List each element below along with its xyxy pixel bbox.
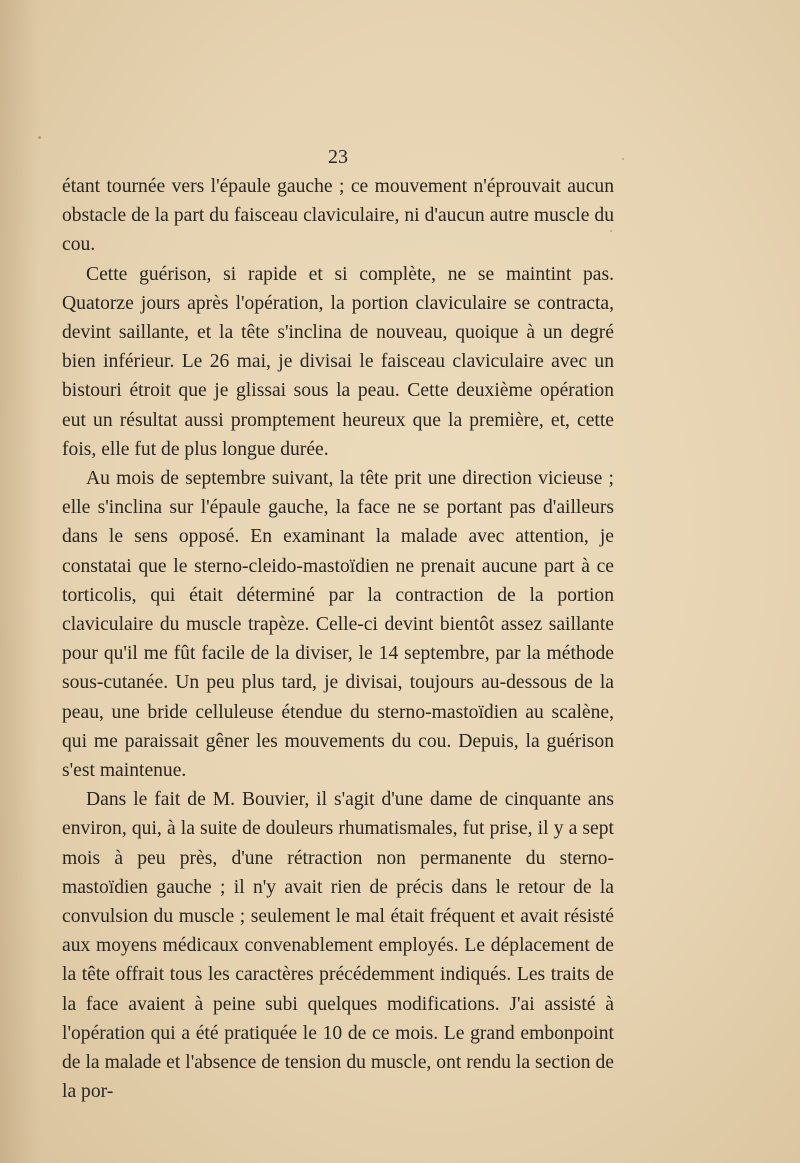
paragraph-2: Cette guérison, si rapide et si complète, ne se maintint pas. Quatorze jours après l'opération, la portion claviculaire se contracta, devint saillante, et la tête s'inclina de nouveau, quoique à un degré bien inférieur. Le 26 mai, je divisai le faisceau claviculaire avec un bistouri étroit que je glissai sous la peau. Cette deuxième opération eut un résultat aussi promptement heureux que la première, et, cette fois, elle fut de plus longue durée. — [62, 263, 614, 460]
paper-speck — [610, 230, 612, 232]
page-number: 23 — [328, 146, 348, 168]
page-edge-shadow — [0, 0, 40, 1163]
paragraph-4: Dans le fait de M. Bouvier, il s'agit d'une dame de cinquante ans environ, qui, à la suite de douleurs rhumatismales, fut prise, il y a sept mois à peu près, d'une rétraction non permanente du sterno-mastoïdien gauche ; il n'y avait rien de précis dans le retour de la convulsion du muscle ; seulement le mal était fréquent et avait résisté aux moyens médicaux convenablement employés. Le déplacement de la tête offrait tous les caractères précédemment indiqués. Les traits de la face avaient à peine subi quelques modifications. J'ai assisté à l'opération qui a été pratiquée le 10 de ce mois. Le grand embonpoint de la malade et l'absence de tension du muscle, ont rendu la section de la por- — [62, 789, 614, 1103]
body-text — [62, 172, 614, 1107]
paragraph-1: étant tournée vers l'épaule gauche ; ce mouvement n'éprouvait aucun obstacle de la part du faisceau claviculaire, ni d'aucun autre muscle du cou. — [62, 176, 614, 256]
paper-speck — [622, 158, 624, 160]
paragraph-3: Au mois de septembre suivant, la tête prit une direction vicieuse ; elle s'inclina sur l'épaule gauche, la face ne se portant pas d'ailleurs dans le sens opposé. En examinant la malade avec attention, je constatai que le sterno-cleido-mastoïdien ne prenait aucune part à ce torticolis, qui était déterminé par la contraction de la portion claviculaire du muscle trapèze. Celle-ci devint bientôt assez saillante pour qu'il me fût facile de la diviser, le 14 septembre, par la méthode sous-cutanée. Un peu plus tard, je divisai, toujours au-dessous de la peau, une bride celluleuse étendue du sterno-mastoïdien au scalène, qui me paraissait gêner les mouvements du cou. Depuis, la guérison s'est maintenue. — [62, 468, 614, 782]
paper-speck — [38, 136, 41, 139]
